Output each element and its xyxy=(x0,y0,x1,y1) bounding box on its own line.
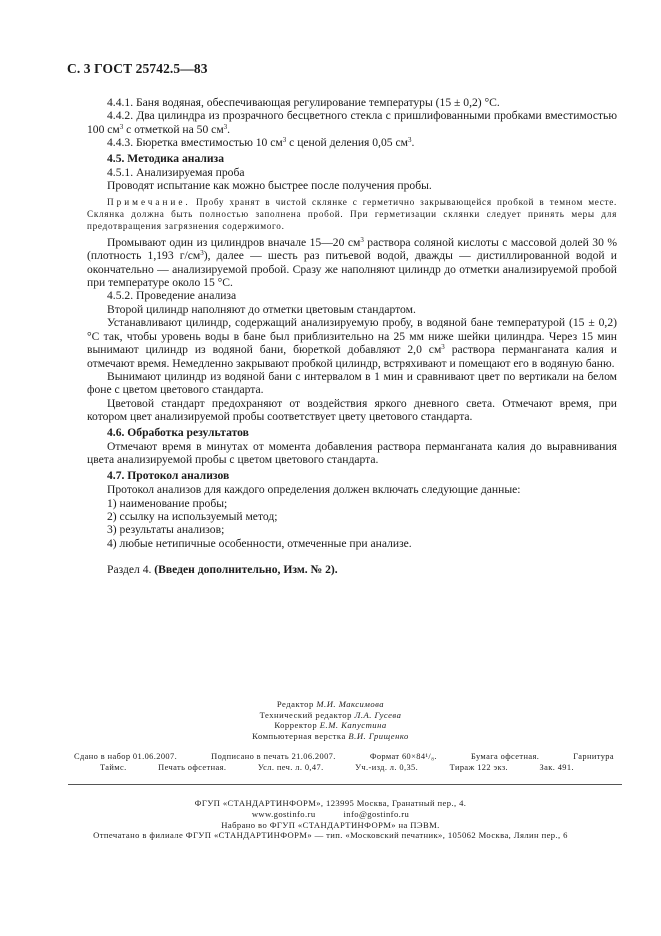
credit-role: Корректор xyxy=(274,720,320,731)
imprint-field: Тираж 122 экз. xyxy=(449,763,509,772)
credit-role: Компьютерная верстка xyxy=(252,730,349,741)
publisher-contacts xyxy=(0,809,661,820)
clause-text: 4.4.3. Бюретка вместимостью 10 см xyxy=(107,136,283,150)
paragraph-remove: Вынимают цилиндр из водяной бани с интервалом в 1 мин и сравнивают цвет по вертикали на белом фоне с цветом цветового стандарта. xyxy=(87,369,617,397)
note-label: Примечание. xyxy=(107,196,191,207)
imprint-row xyxy=(74,751,614,762)
imprint-field: Усл. печ. л. 0,47. xyxy=(257,763,324,772)
imprint-row xyxy=(74,762,614,773)
clause-text: . xyxy=(411,136,415,150)
imprint-field: Уч.-изд. л. 0,35. xyxy=(355,763,419,772)
paragraph: Протокол анализов для каждого определения должен включать следующие данные: xyxy=(107,483,521,497)
paragraph-rinse xyxy=(87,236,617,290)
clause-4-4-1: 4.4.1. Баня водяная, обеспечивающая регулирование температуры (15 ± 0,2) °С. xyxy=(107,96,500,109)
section-label: Раздел 4. xyxy=(107,563,155,577)
list-item: 2) ссылку на используемый метод; xyxy=(107,509,278,523)
paragraph: Проводят испытание как можно быстрее после получения пробы. xyxy=(107,179,432,193)
note-text: Пробу хранят в чистой склянке с герметично закрывающейся пробкой в темном месте. Склянка должна быть полностью заполнена пробой. При герметизации склянки следует принять меры для предотвращения загрязнения содержимого. xyxy=(87,196,617,231)
list-item: 1) наименование пробы; xyxy=(107,496,228,510)
list-item: 4) любые нетипичные особенности, отмеченные при анализе. xyxy=(107,536,412,550)
imprint-field: Печать офсетная. xyxy=(158,763,227,772)
clause-text: с отметкой на 50 см xyxy=(123,122,224,136)
superscript: 3 xyxy=(200,249,204,258)
protocol-list xyxy=(87,497,617,551)
document-body xyxy=(87,96,617,577)
imprint-field: Гарнитура xyxy=(573,752,614,761)
paragraph: Второй цилиндр наполняют до отметки цветовым стандартом. xyxy=(107,302,416,316)
credit-line xyxy=(0,720,661,731)
superscript: 3 xyxy=(407,136,412,145)
imprint-field: Таймс. xyxy=(100,763,127,772)
imprint-field: Бумага офсетная. xyxy=(470,752,540,761)
imprint-field: Зак. 491. xyxy=(539,763,574,772)
paragraph: Отмечают время в минутах от момента добавления раствора перманганата калия до выравнивания цвета анализируемой пробы с цветом цветового стандарта. xyxy=(87,439,617,467)
imprint xyxy=(74,751,614,773)
credit-role: Редактор xyxy=(276,699,317,709)
credit-name: В.И. Грищенко xyxy=(348,730,409,741)
credit-line xyxy=(0,731,661,742)
clause-4-4-2 xyxy=(87,109,617,136)
paragraph-text: ), далее — шесть раз питьевой водой, дважды — дистиллированной водой и окончательно — анализируемой пробой. Сразу же наполняют цилиндр до отметки анализируемой пробой при температуре около 15 °С. xyxy=(87,249,617,290)
publisher-info xyxy=(0,798,661,841)
credit-name: Л.А. Гусева xyxy=(354,709,402,720)
credit-line xyxy=(0,710,661,721)
clause-4-5-1: 4.5.1. Анализируемая проба xyxy=(107,166,245,180)
clause-text: . xyxy=(227,122,231,136)
imprint-field: Формат 60×84¹/₈. xyxy=(369,752,437,761)
section-amendment xyxy=(87,563,617,576)
superscript: 3 xyxy=(223,122,228,131)
credits xyxy=(0,699,661,741)
superscript: 3 xyxy=(282,136,287,145)
superscript: 3 xyxy=(360,235,364,244)
imprint-field: Подписано в печать 21.06.2007. xyxy=(211,752,336,761)
heading-4-6: 4.6. Обработка результатов xyxy=(107,425,249,439)
credit-role: Технический редактор xyxy=(259,709,355,720)
publisher-address: ФГУП «СТАНДАРТИНФОРМ», 123995 Москва, Гранатный пер., 4. xyxy=(194,798,467,808)
imprint-field: Сдано в набор 01.06.2007. xyxy=(74,752,178,761)
heading-4-7: 4.7. Протокол анализов xyxy=(107,468,230,482)
paragraph-standard: Цветовой стандарт предохраняют от воздействия яркого дневного света. Отмечают время, при котором цвет анализируемой пробы соответствует цвету цветового стандарта. xyxy=(87,396,617,424)
printed-note: Отпечатано в филиале ФГУП «СТАНДАРТИНФОРМ» — тип. «Московский печатник», 105062 Москва, Лялин пер., 6 xyxy=(93,830,568,841)
email-link[interactable]: info@gostinfo.ru xyxy=(343,808,410,819)
clause-4-4-3 xyxy=(87,136,617,149)
superscript: 3 xyxy=(441,343,445,352)
paragraph-text: раствора перманганата калия и отмечают время. Немедленно закрывают пробкой цилиндр, встряхивают и помещают его в водяную баню. xyxy=(87,343,617,370)
divider xyxy=(68,784,622,785)
clause-text: с ценой деления 0,05 см xyxy=(286,136,408,150)
note xyxy=(87,196,617,232)
clause-4-5-2: 4.5.2. Проведение анализа xyxy=(107,289,237,303)
list-item: 3) результаты анализов; xyxy=(107,523,225,537)
typeset-note: Набрано во ФГУП «СТАНДАРТИНФОРМ» на ПЭВМ. xyxy=(221,819,440,830)
credit-line xyxy=(0,699,661,710)
superscript: 3 xyxy=(119,122,124,131)
heading-4-5: 4.5. Методика анализа xyxy=(107,151,224,165)
paragraph-install xyxy=(87,316,617,370)
clause-text: 4.4.2. Два цилиндра из прозрачного бесцветного стекла с пришлифованными пробками вместимостью 100 см xyxy=(87,109,617,136)
page-header: С. 3 ГОСТ 25742.5—83 xyxy=(67,61,208,76)
amendment-note: (Введен дополнительно, Изм. № 2). xyxy=(154,563,338,577)
paragraph-text: раствора соляной кислоты с массовой долей 30 % (плотность 1,193 г/см xyxy=(87,235,617,263)
website-link[interactable]: www.gostinfo.ru xyxy=(251,808,316,819)
paragraph-text: Устанавливают цилиндр, содержащий анализируемую пробу, в водяной бане температурой (15 ± 0,2) °С так, чтобы уровень воды в бане был приблизительно на 25 мм ниже шейки цилиндра. Через 15 мин вынимают цилиндр из водяной бани, бюреткой добавляют 2,0 см xyxy=(87,316,617,357)
credit-name: М.И. Максимова xyxy=(316,699,385,709)
paragraph-text: Промывают один из цилиндров вначале 15—20 см xyxy=(107,235,361,249)
credit-name: Е.М. Капустина xyxy=(319,720,387,731)
